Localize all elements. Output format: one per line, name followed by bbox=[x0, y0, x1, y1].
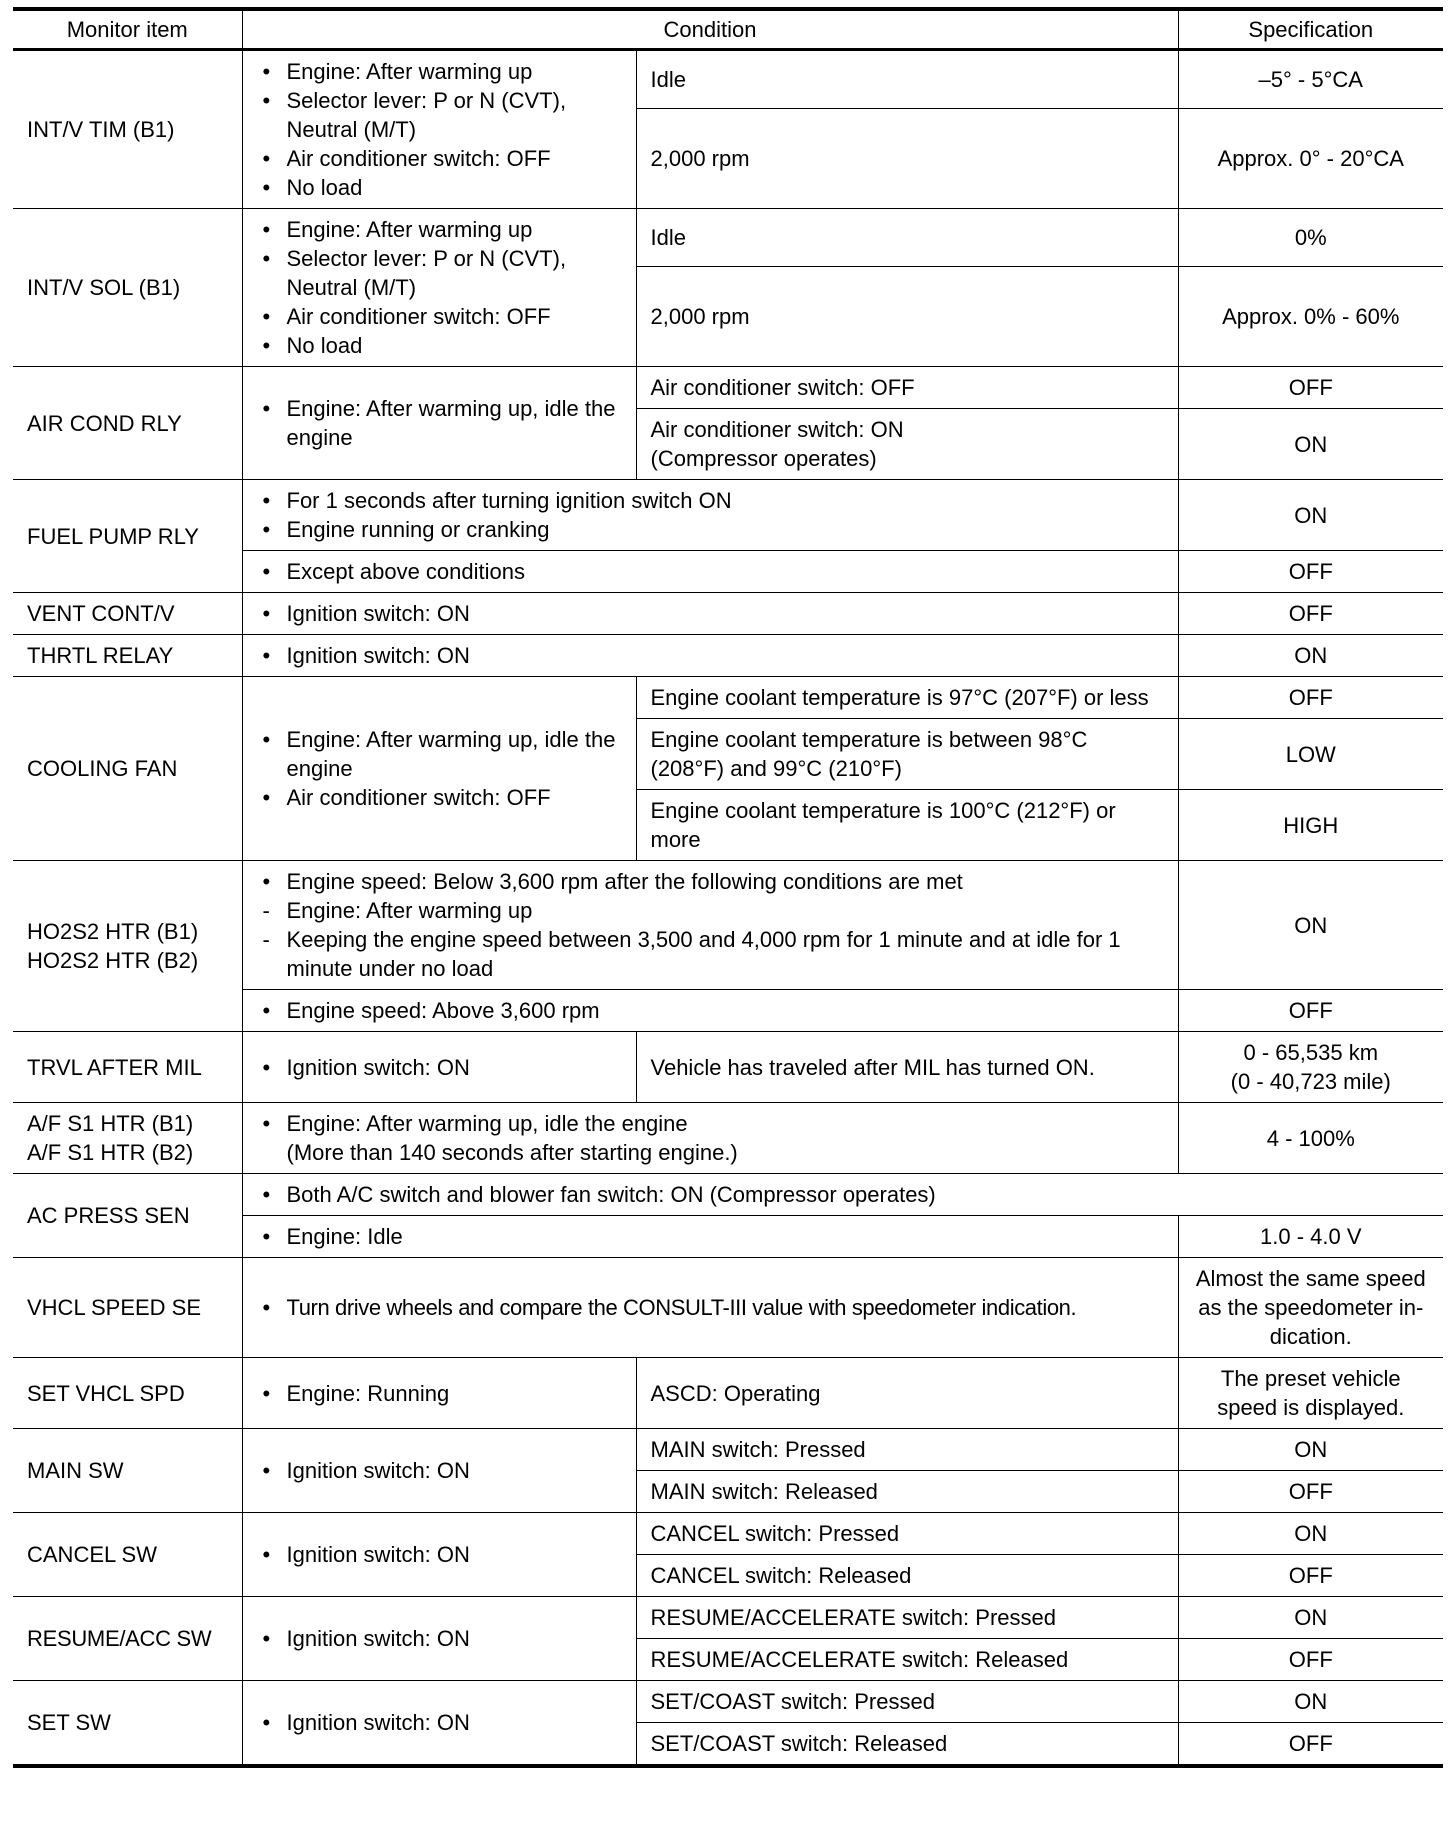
monitor-item: THRTL RELAY bbox=[13, 635, 242, 677]
header-specification: Specification bbox=[1178, 9, 1443, 50]
sub-condition: MAIN switch: Pressed bbox=[636, 1429, 1178, 1471]
condition-bullet: • Selector lever: P or N (CVT), Neutral (M/T) bbox=[257, 86, 622, 144]
condition-cell bbox=[242, 367, 636, 480]
sub-condition: RESUME/ACCELERATE switch: Pressed bbox=[636, 1597, 1178, 1639]
table-row bbox=[13, 367, 1443, 409]
condition-cell bbox=[242, 551, 1178, 593]
specification-value: –5° - 5°CA bbox=[1178, 50, 1443, 109]
condition-cell bbox=[242, 1513, 636, 1597]
specification-value: ON bbox=[1178, 409, 1443, 480]
specification-value: OFF bbox=[1178, 367, 1443, 409]
condition-cell bbox=[242, 677, 636, 861]
monitor-item: AIR COND RLY bbox=[13, 367, 242, 480]
table-header-row bbox=[13, 9, 1443, 50]
sub-condition: Engine coolant temperature is between 98°C (208°F) and 99°C (210°F) bbox=[636, 719, 1178, 790]
table-row bbox=[13, 1513, 1443, 1555]
monitor-item: VENT CONT/V bbox=[13, 593, 242, 635]
specification-value: OFF bbox=[1178, 1471, 1443, 1513]
table-row bbox=[13, 1681, 1443, 1723]
specification-value: OFF bbox=[1178, 551, 1443, 593]
condition-bullet: • Except above conditions bbox=[257, 557, 1164, 586]
condition-cell bbox=[242, 50, 636, 209]
condition-bullet: • Ignition switch: ON bbox=[257, 1456, 622, 1485]
condition-cell bbox=[242, 1174, 1443, 1216]
specification-value: OFF bbox=[1178, 1555, 1443, 1597]
condition-cell bbox=[242, 1597, 636, 1681]
condition-cell bbox=[242, 209, 636, 367]
condition-cell bbox=[242, 1032, 636, 1103]
sub-condition: ASCD: Operating bbox=[636, 1358, 1178, 1429]
sub-condition: SET/COAST switch: Pressed bbox=[636, 1681, 1178, 1723]
monitor-item: INT/V SOL (B1) bbox=[13, 209, 242, 367]
monitor-item: VHCL SPEED SE bbox=[13, 1258, 242, 1358]
table-row bbox=[13, 635, 1443, 677]
condition-bullet: • Engine: After warming up, idle the engine bbox=[257, 394, 622, 452]
table-row bbox=[13, 1103, 1443, 1174]
specification-value: OFF bbox=[1178, 593, 1443, 635]
condition-cell bbox=[242, 1681, 636, 1767]
condition-cell bbox=[242, 1429, 636, 1513]
table-row bbox=[13, 1174, 1443, 1216]
monitor-item: SET SW bbox=[13, 1681, 242, 1767]
condition-bullet: • Both A/C switch and blower fan switch: ON (Compressor operates) bbox=[257, 1180, 1430, 1209]
monitor-item: A/F S1 HTR (B1) A/F S1 HTR (B2) bbox=[13, 1103, 242, 1174]
specification-value: OFF bbox=[1178, 1639, 1443, 1681]
table-row bbox=[13, 677, 1443, 719]
condition-bullet: • Engine: After warming up, idle the engine (More than 140 seconds after starting engine.) bbox=[257, 1109, 1164, 1167]
condition-bullet: • Turn drive wheels and compare the CONSULT-III value with speedometer indication. bbox=[257, 1293, 1172, 1322]
condition-cell bbox=[242, 635, 1178, 677]
condition-bullet: • Ignition switch: ON bbox=[257, 1053, 622, 1082]
monitor-item: COOLING FAN bbox=[13, 677, 242, 861]
condition-cell bbox=[242, 593, 1178, 635]
table-row bbox=[13, 1429, 1443, 1471]
sub-condition: CANCEL switch: Released bbox=[636, 1555, 1178, 1597]
specification-value: ON bbox=[1178, 480, 1443, 551]
condition-bullet: • No load bbox=[257, 173, 622, 202]
sub-condition: 2,000 rpm bbox=[636, 109, 1178, 209]
monitor-item: RESUME/ACC SW bbox=[13, 1597, 242, 1681]
specification-value: ON bbox=[1178, 1429, 1443, 1471]
condition-cell bbox=[242, 861, 1178, 990]
specification-value: HIGH bbox=[1178, 790, 1443, 861]
specification-value: OFF bbox=[1178, 1723, 1443, 1767]
condition-bullet: • Air conditioner switch: OFF bbox=[257, 302, 622, 331]
specification-value: LOW bbox=[1178, 719, 1443, 790]
specification-value: 0 - 65,535 km (0 - 40,723 mile) bbox=[1178, 1032, 1443, 1103]
condition-bullet: • Engine speed: Above 3,600 rpm bbox=[257, 996, 1164, 1025]
condition-bullet: • Engine: Idle bbox=[257, 1222, 1164, 1251]
specification-value: 1.0 - 4.0 V bbox=[1178, 1216, 1443, 1258]
specification-value: ON bbox=[1178, 635, 1443, 677]
specification-value: ON bbox=[1178, 1681, 1443, 1723]
condition-bullet: • Engine speed: Below 3,600 rpm after the following conditions are met bbox=[257, 867, 1164, 896]
sub-condition: Engine coolant temperature is 100°C (212°F) or more bbox=[636, 790, 1178, 861]
sub-condition: MAIN switch: Released bbox=[636, 1471, 1178, 1513]
specification-value: Almost the same speed as the speedometer in-dication. bbox=[1178, 1258, 1443, 1358]
condition-cell bbox=[242, 1216, 1178, 1258]
sub-condition: Idle bbox=[636, 50, 1178, 109]
specification-value: ON bbox=[1178, 1513, 1443, 1555]
monitor-item: SET VHCL SPD bbox=[13, 1358, 242, 1429]
specification-value: Approx. 0° - 20°CA bbox=[1178, 109, 1443, 209]
specification-value: 4 - 100% bbox=[1178, 1103, 1443, 1174]
monitor-item: INT/V TIM (B1) bbox=[13, 50, 242, 209]
sub-condition: Air conditioner switch: OFF bbox=[636, 367, 1178, 409]
condition-bullet: • Air conditioner switch: OFF bbox=[257, 783, 622, 812]
table-row bbox=[13, 1032, 1443, 1103]
sub-condition: Air conditioner switch: ON (Compressor operates) bbox=[636, 409, 1178, 480]
sub-condition: RESUME/ACCELERATE switch: Released bbox=[636, 1639, 1178, 1681]
table-row bbox=[13, 1258, 1443, 1358]
condition-bullet: • Selector lever: P or N (CVT), Neutral (M/T) bbox=[257, 244, 622, 302]
specification-value: The preset vehicle speed is displayed. bbox=[1178, 1358, 1443, 1429]
sub-condition: SET/COAST switch: Released bbox=[636, 1723, 1178, 1767]
condition-cell bbox=[242, 990, 1178, 1032]
sub-condition: Vehicle has traveled after MIL has turned ON. bbox=[636, 1032, 1178, 1103]
table-row bbox=[13, 861, 1443, 990]
condition-bullet: • Air conditioner switch: OFF bbox=[257, 144, 622, 173]
monitor-item: CANCEL SW bbox=[13, 1513, 242, 1597]
condition-bullet: • Ignition switch: ON bbox=[257, 1624, 622, 1653]
table-row bbox=[13, 593, 1443, 635]
specification-value: ON bbox=[1178, 1597, 1443, 1639]
condition-bullet: • Engine running or cranking bbox=[257, 515, 1164, 544]
condition-cell bbox=[242, 1103, 1178, 1174]
monitor-item: TRVL AFTER MIL bbox=[13, 1032, 242, 1103]
condition-bullet: • For 1 seconds after turning ignition switch ON bbox=[257, 486, 1164, 515]
specification-table bbox=[13, 7, 1443, 1768]
condition-bullet: • Ignition switch: ON bbox=[257, 641, 1164, 670]
table-row bbox=[13, 480, 1443, 551]
monitor-item: MAIN SW bbox=[13, 1429, 242, 1513]
table-row bbox=[13, 50, 1443, 109]
sub-condition: Idle bbox=[636, 209, 1178, 267]
condition-bullet: • Engine: After warming up bbox=[257, 57, 622, 86]
condition-dash-item: - Engine: After warming up bbox=[257, 896, 1164, 925]
sub-condition: CANCEL switch: Pressed bbox=[636, 1513, 1178, 1555]
condition-cell bbox=[242, 1258, 1178, 1358]
condition-bullet: • Ignition switch: ON bbox=[257, 1708, 622, 1737]
condition-bullet: • Ignition switch: ON bbox=[257, 1540, 622, 1569]
condition-bullet: • Engine: After warming up bbox=[257, 215, 622, 244]
header-condition: Condition bbox=[242, 9, 1178, 50]
monitor-item: HO2S2 HTR (B1) HO2S2 HTR (B2) bbox=[13, 861, 242, 1032]
table-row bbox=[13, 209, 1443, 267]
specification-value: 0% bbox=[1178, 209, 1443, 267]
specification-value: ON bbox=[1178, 861, 1443, 990]
condition-cell bbox=[242, 1358, 636, 1429]
specification-value: OFF bbox=[1178, 677, 1443, 719]
condition-dash-item: - Keeping the engine speed between 3,500 and 4,000 rpm for 1 minute and at idle for 1 minute under no load bbox=[257, 925, 1164, 983]
condition-bullet: • Engine: Running bbox=[257, 1379, 622, 1408]
condition-bullet: • Engine: After warming up, idle the engine bbox=[257, 725, 622, 783]
condition-bullet: • No load bbox=[257, 331, 622, 360]
monitor-item: FUEL PUMP RLY bbox=[13, 480, 242, 593]
sub-condition: Engine coolant temperature is 97°C (207°F) or less bbox=[636, 677, 1178, 719]
specification-value: Approx. 0% - 60% bbox=[1178, 267, 1443, 367]
table-row bbox=[13, 1597, 1443, 1639]
condition-bullet: • Ignition switch: ON bbox=[257, 599, 1164, 628]
sub-condition: 2,000 rpm bbox=[636, 267, 1178, 367]
monitor-item: AC PRESS SEN bbox=[13, 1174, 242, 1258]
table-row bbox=[13, 1358, 1443, 1429]
specification-value: OFF bbox=[1178, 990, 1443, 1032]
header-monitor-item: Monitor item bbox=[13, 9, 242, 50]
condition-cell bbox=[242, 480, 1178, 551]
